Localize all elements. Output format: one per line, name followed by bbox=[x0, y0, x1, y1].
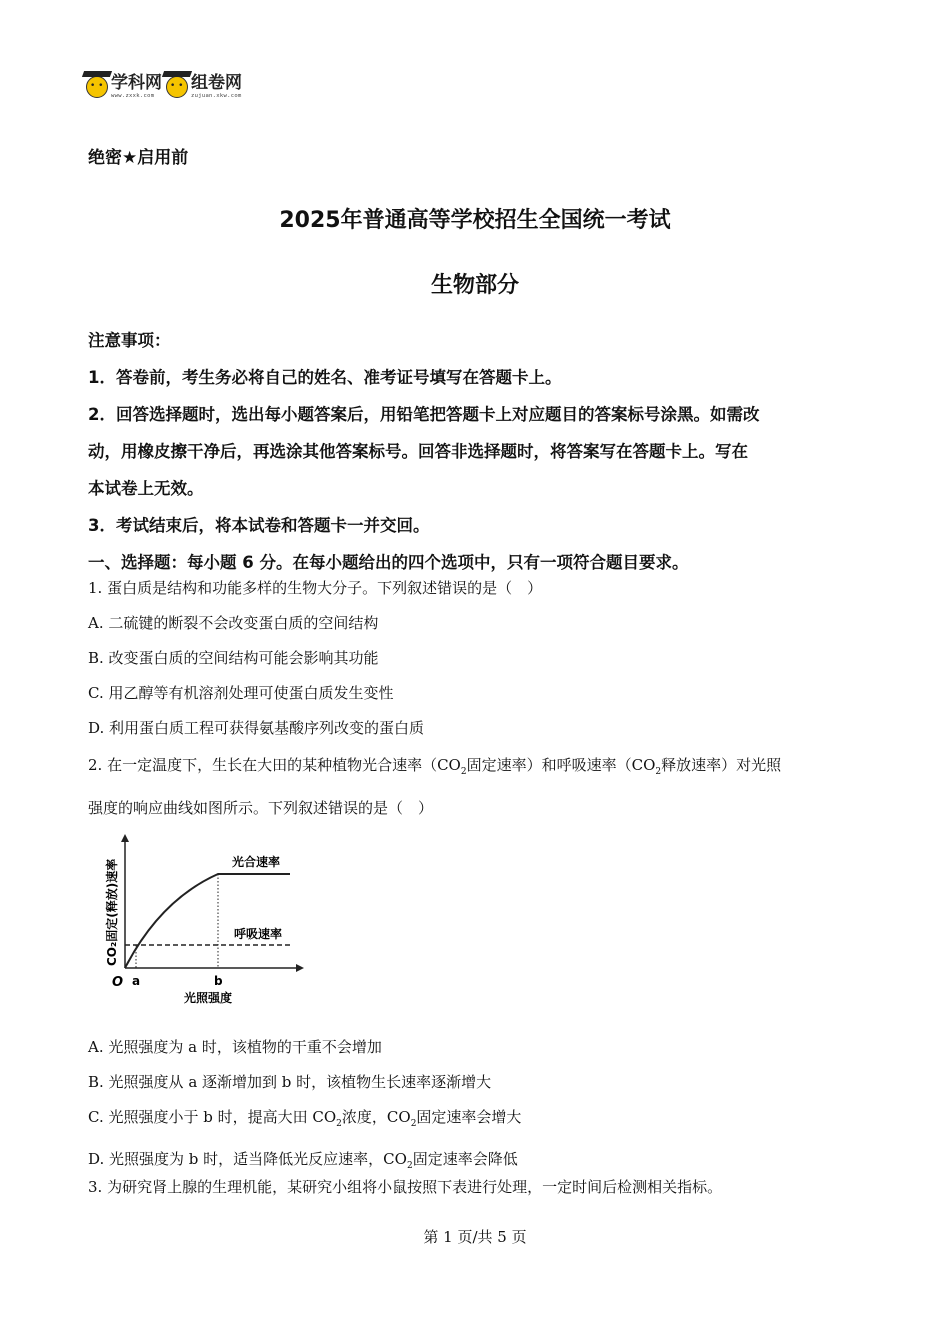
subscript: 2 bbox=[460, 767, 467, 777]
option-a: A. 二硫键的断裂不会改变蛋白质的空间结构 bbox=[88, 614, 379, 632]
option-part: C. 光照强度小于 b 时，提高大田 CO bbox=[88, 1108, 337, 1126]
curve2-label: 呼吸速率 bbox=[234, 927, 283, 941]
origin-label: O bbox=[112, 975, 124, 990]
logo-zujuan-name: 组卷网 bbox=[191, 72, 242, 93]
question-3 bbox=[88, 1171, 868, 1204]
option-part: D. 光照强度为 b 时，适当降低光反应速率，CO bbox=[88, 1150, 407, 1168]
subscript: 2 bbox=[406, 1161, 413, 1171]
logo-zxxk-name: 学科网 bbox=[111, 72, 162, 93]
stem-part: 固定速率）和呼吸速率（CO bbox=[466, 756, 656, 774]
logo-zujuan-url: zujuan.xkw.com bbox=[191, 92, 242, 99]
notes-heading: 注意事项： bbox=[88, 331, 171, 350]
exam-title: 2025年普通高等学校招生全国统一考试 bbox=[279, 208, 671, 233]
mascot-icon bbox=[86, 76, 108, 98]
x-axis-arrow bbox=[296, 964, 304, 972]
option-a: A. 光照强度为 a 时，该植物的干重不会增加 bbox=[88, 1038, 382, 1056]
logo-zxxk-url: www.zxxk.com bbox=[111, 92, 155, 99]
stem-part: 2. 在一定温度下，生长在大田的某种植物光合速率（CO bbox=[88, 756, 461, 774]
subscript: 2 bbox=[336, 1119, 342, 1129]
subscript: 2 bbox=[410, 1119, 417, 1129]
exam-subtitle: 生物部分 bbox=[430, 273, 519, 298]
notes-item: 2．回答选择题时，选出每小题答案后，用铅笔把答题卡上对应题目的答案标号涂黑。如需改 bbox=[88, 405, 760, 424]
exam-notes bbox=[88, 322, 868, 581]
option-d: D. 利用蛋白质工程可获得氨基酸序列改变的蛋白质 bbox=[88, 719, 425, 737]
option-b: B. 改变蛋白质的空间结构可能会影响其功能 bbox=[88, 649, 379, 667]
logo-zxxk bbox=[86, 72, 162, 100]
notes-item: 1．答卷前，考生务必将自己的姓名、准考证号填写在答题卡上。 bbox=[88, 368, 562, 387]
point-a-label: a bbox=[132, 974, 141, 988]
page-number: 第 1 页/共 5 页 bbox=[423, 1228, 527, 1246]
option-part: 固定速率会增大 bbox=[416, 1108, 522, 1126]
question-stem-line2: 强度的响应曲线如图所示。下列叙述错误的是（ ） bbox=[88, 799, 434, 817]
notes-item: 3．考试结束后，将本试卷和答题卡一并交回。 bbox=[88, 516, 430, 535]
notes-item: 动，用橡皮擦干净后，再选涂其他答案标号。回答非选择题时，将答案写在答题卡上。写在 bbox=[88, 442, 748, 461]
logo-zujuan bbox=[166, 72, 242, 100]
question-stem: 1. 蛋白质是结构和功能多样的生物大分子。下列叙述错误的是（ ） bbox=[88, 579, 543, 597]
question-2 bbox=[88, 749, 868, 825]
stem-part: 释放速率）对光照 bbox=[661, 756, 782, 774]
section-heading: 一、选择题：每小题 6 分。在每小题给出的四个选项中，只有一项符合题目要求。 bbox=[88, 553, 689, 572]
y-axis-arrow bbox=[121, 834, 129, 842]
option-c bbox=[88, 1101, 868, 1141]
option-part: 固定速率会降低 bbox=[412, 1150, 518, 1168]
confidential-label: 绝密★启用前 bbox=[88, 148, 189, 168]
rate-vs-light-figure bbox=[100, 830, 310, 1010]
option-part: 浓度，CO bbox=[341, 1108, 411, 1126]
subscript: 2 bbox=[655, 767, 662, 777]
x-axis-label: 光照强度 bbox=[184, 991, 233, 1005]
site-logo bbox=[86, 70, 246, 104]
curve1-label: 光合速率 bbox=[232, 855, 281, 869]
point-b-label: b bbox=[214, 974, 223, 988]
mascot-icon bbox=[166, 76, 188, 98]
notes-item: 本试卷上无效。 bbox=[88, 479, 204, 498]
question-stem: 3. 为研究肾上腺的生理机能，某研究小组将小鼠按照下表进行处理，一定时间后检测相关指标。 bbox=[88, 1178, 723, 1196]
y-axis-label: CO₂固定(释放)速率 bbox=[105, 858, 119, 966]
question-2-options bbox=[88, 1031, 868, 1183]
question-stem bbox=[88, 749, 868, 789]
option-c: C. 用乙醇等有机溶剂处理可使蛋白质发生变性 bbox=[88, 684, 394, 702]
question-1 bbox=[88, 572, 868, 745]
option-b: B. 光照强度从 a 逐渐增加到 b 时，该植物生长速率逐渐增大 bbox=[88, 1073, 492, 1091]
photosynthesis-curve bbox=[125, 874, 290, 968]
